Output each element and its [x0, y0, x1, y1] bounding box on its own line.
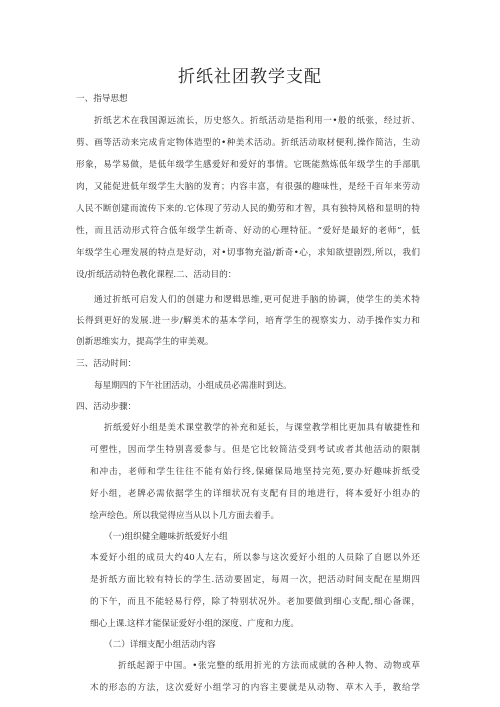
- paragraph-line: 绘声绘色。所以我觉得应当从以卜几方面去着手。: [90, 511, 280, 521]
- paragraph-line: 是折纸方面比较有特长的学生.活动要固定，每周一次，把活动时间支配在星期四: [90, 575, 420, 585]
- paragraph-line: 肉，又能促进低年级学生大脑的发育；内容丰富，有很强的趣味性，是经千百年来劳动: [76, 182, 420, 192]
- subheading-activity-content: （二）详细支配小组活动内容: [104, 640, 216, 650]
- paragraph-line: 折纸爱好小组是美术课堂教学的补充和延长，与课堂教学相比更加具有敏捷性和: [104, 423, 420, 433]
- paragraph-line: 长得到更好的发展.进一步/解美术的基本学问，培育学生的视察实力、动手操作实力和: [76, 316, 420, 326]
- paragraph-line: 细心上课.这样才能保证爱好小组的深度、广度和力度。: [90, 619, 299, 629]
- paragraph-line: 木的形态的方法，这次爱好小组学习的内容主要就是从动物、草木入手，教给学: [90, 683, 420, 693]
- paragraph-line: 年级学生心理发展的特点是好动，对•切事物充溢/新奇•心，求知欲望剧烈,所以，我们: [76, 248, 420, 258]
- paragraph-line: 和冲击，老师和学生往往不能有始行终,保瘫保局地坚持完苑,要办好趣味折纸受: [90, 467, 420, 477]
- subheading-organize-group: （一)组织健全趣味折纸爱好小组: [104, 532, 228, 542]
- paragraph-line: 每星期四的下午社团活动，小组成员必需准时到达。: [94, 381, 292, 391]
- paragraph-line: 性，而且活动形式符合低年级学生新奇、好动的心理特征。“爱好是最好的老师”，低: [76, 226, 420, 236]
- paragraph-line: 折纸起源于中国。•张完整的纸用折光的方法而成就的各种人物、动物或草: [118, 661, 420, 671]
- heading-guiding-ideology: 一、指导思想: [76, 94, 128, 104]
- paragraph-line: 剪、画等活动来完成肯定物体造型的•种美术活动。折纸活动取材便利,操作简洁，生动: [76, 138, 420, 148]
- paragraph-line: 好小组，老牌必需依据学生的详细状况有支配有目的地进行，将本爱好小组办的: [90, 489, 420, 499]
- paragraph-line: 折纸艺术在我国源远流长，历史悠久。折纸活动是指利用一•般的纸张，经过折、: [94, 116, 420, 126]
- document-title: 折纸社团教学支配: [178, 67, 322, 87]
- paragraph-line: 本爱好小组的成员大约40人左右，所以参与这次爱好小组的人员除了自愿以外还: [90, 553, 420, 563]
- heading-activity-steps: 四、活动步骤：: [76, 402, 137, 412]
- paragraph-line: 创新思维实力，提高学生的审美观。: [76, 337, 214, 347]
- paragraph-line: 形象，易学易做，是低年级学生感爱好和爱好的事情。它既能熬炼低年级学生的手部肌: [76, 160, 420, 170]
- paragraph-line: 可塑性，因而学生特别喜爱参与。但是它比较简洁受到考试或者其他活动的限制: [90, 445, 420, 455]
- heading-activity-time: 三、活动时间：: [76, 359, 137, 369]
- paragraph-line: 通过折纸可启发人们的创建力和逻辑思维,更可促进手脑的协调，使学生的美术特: [94, 295, 420, 305]
- paragraph-line: 设/折纸活动特色教化课程.二、活动目的：: [76, 270, 237, 280]
- paragraph-line: 人民不断创建而流传下来的.它体现了劳动人民的勤劳和才智，具有独特风格和显明的特: [76, 204, 420, 214]
- paragraph-line: 的下午，而且不能轻易行停，除了特别状况外。老加要做到细心支配,细心备课，: [90, 597, 420, 607]
